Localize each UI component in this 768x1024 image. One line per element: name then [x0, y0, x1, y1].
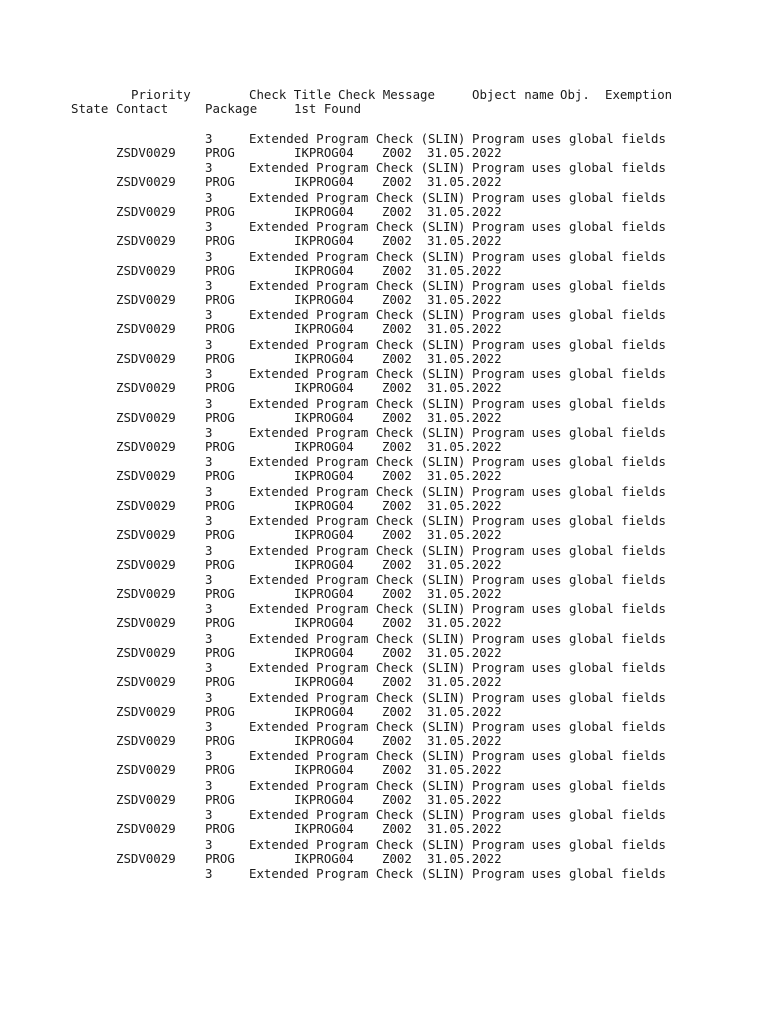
finding-row-line-a: [0, 249, 768, 264]
finding-object-name: IKPROG04: [294, 762, 354, 777]
finding-check-title: Extended Program Check (SLIN): [249, 454, 466, 469]
finding-row-line-b: [0, 615, 768, 630]
finding-package: Z002: [382, 321, 412, 336]
finding-object-type: PROG: [205, 204, 235, 219]
finding-object-name: IKPROG04: [294, 821, 354, 836]
finding-message: Program uses global fields: [472, 484, 666, 499]
finding-row-line-b: [0, 145, 768, 160]
finding-object-type: PROG: [205, 292, 235, 307]
finding-priority: 3: [205, 337, 213, 352]
finding-message: Program uses global fields: [472, 190, 666, 205]
finding-contact: ZSDV0029: [116, 704, 176, 719]
finding-package: Z002: [382, 821, 412, 836]
finding-row-line-a: [0, 807, 768, 822]
finding-contact: ZSDV0029: [116, 586, 176, 601]
finding-check-title: Extended Program Check (SLIN): [249, 807, 466, 822]
finding-row-line-b: [0, 704, 768, 719]
finding-priority: 3: [205, 219, 213, 234]
finding-check-title: Extended Program Check (SLIN): [249, 366, 466, 381]
finding-priority: 3: [205, 719, 213, 734]
finding-contact: ZSDV0029: [116, 645, 176, 660]
finding-priority: 3: [205, 278, 213, 293]
finding-contact: ZSDV0029: [116, 468, 176, 483]
finding-contact: ZSDV0029: [116, 292, 176, 307]
finding-object-name: IKPROG04: [294, 439, 354, 454]
finding-package: Z002: [382, 851, 412, 866]
finding-row-line-b: [0, 321, 768, 336]
finding-contact: ZSDV0029: [116, 792, 176, 807]
finding-package: Z002: [382, 380, 412, 395]
finding-object-type: PROG: [205, 586, 235, 601]
finding-priority: 3: [205, 631, 213, 646]
finding-message: Program uses global fields: [472, 396, 666, 411]
finding-contact: ZSDV0029: [116, 851, 176, 866]
finding-object-type: PROG: [205, 380, 235, 395]
finding-object-name: IKPROG04: [294, 586, 354, 601]
finding-priority: 3: [205, 454, 213, 469]
finding-contact: ZSDV0029: [116, 145, 176, 160]
finding-object-type: PROG: [205, 645, 235, 660]
finding-object-name: IKPROG04: [294, 498, 354, 513]
finding-message: Program uses global fields: [472, 513, 666, 528]
finding-contact: ZSDV0029: [116, 204, 176, 219]
finding-priority: 3: [205, 660, 213, 675]
finding-package: Z002: [382, 351, 412, 366]
finding-package: Z002: [382, 439, 412, 454]
finding-object-type: PROG: [205, 821, 235, 836]
finding-row-line-b: [0, 380, 768, 395]
header-first-found: 1st Found: [294, 101, 362, 116]
finding-row-line-b: [0, 821, 768, 836]
finding-priority: 3: [205, 866, 213, 881]
finding-object-type: PROG: [205, 762, 235, 777]
finding-message: Program uses global fields: [472, 131, 666, 146]
finding-first-found: 31.05.2022: [427, 468, 502, 483]
finding-first-found: 31.05.2022: [427, 174, 502, 189]
finding-check-title: Extended Program Check (SLIN): [249, 660, 466, 675]
finding-row-line-b: [0, 410, 768, 425]
finding-package: Z002: [382, 674, 412, 689]
finding-object-name: IKPROG04: [294, 321, 354, 336]
finding-priority: 3: [205, 484, 213, 499]
finding-priority: 3: [205, 690, 213, 705]
finding-object-name: IKPROG04: [294, 145, 354, 160]
finding-message: Program uses global fields: [472, 454, 666, 469]
finding-package: Z002: [382, 204, 412, 219]
finding-priority: 3: [205, 425, 213, 440]
finding-package: Z002: [382, 174, 412, 189]
finding-contact: ZSDV0029: [116, 380, 176, 395]
finding-package: Z002: [382, 645, 412, 660]
finding-contact: ZSDV0029: [116, 762, 176, 777]
finding-package: Z002: [382, 733, 412, 748]
finding-object-name: IKPROG04: [294, 674, 354, 689]
finding-message: Program uses global fields: [472, 690, 666, 705]
finding-row-line-a: [0, 837, 768, 852]
finding-object-name: IKPROG04: [294, 292, 354, 307]
finding-message: Program uses global fields: [472, 837, 666, 852]
finding-row-line-b: [0, 439, 768, 454]
finding-message: Program uses global fields: [472, 366, 666, 381]
finding-check-title: Extended Program Check (SLIN): [249, 396, 466, 411]
finding-object-name: IKPROG04: [294, 704, 354, 719]
finding-object-type: PROG: [205, 674, 235, 689]
finding-first-found: 31.05.2022: [427, 851, 502, 866]
finding-object-type: PROG: [205, 704, 235, 719]
finding-message: Program uses global fields: [472, 278, 666, 293]
finding-contact: ZSDV0029: [116, 263, 176, 278]
finding-row-line-a: [0, 572, 768, 587]
finding-row-line-b: [0, 733, 768, 748]
finding-object-type: PROG: [205, 351, 235, 366]
finding-check-title: Extended Program Check (SLIN): [249, 631, 466, 646]
finding-object-type: PROG: [205, 851, 235, 866]
finding-first-found: 31.05.2022: [427, 615, 502, 630]
finding-row-line-b: [0, 174, 768, 189]
finding-message: Program uses global fields: [472, 219, 666, 234]
finding-object-type: PROG: [205, 468, 235, 483]
header-line-1: [0, 87, 768, 102]
finding-package: Z002: [382, 498, 412, 513]
finding-row-line-a: [0, 219, 768, 234]
finding-priority: 3: [205, 572, 213, 587]
finding-contact: ZSDV0029: [116, 410, 176, 425]
finding-row-line-b: [0, 527, 768, 542]
finding-first-found: 31.05.2022: [427, 498, 502, 513]
finding-object-type: PROG: [205, 557, 235, 572]
finding-row-line-a: [0, 543, 768, 558]
finding-row-line-a: [0, 866, 768, 881]
finding-first-found: 31.05.2022: [427, 263, 502, 278]
finding-priority: 3: [205, 249, 213, 264]
header-check-title: Check Title: [249, 87, 332, 102]
finding-row-line-a: [0, 396, 768, 411]
finding-package: Z002: [382, 410, 412, 425]
finding-row-line-a: [0, 278, 768, 293]
finding-row-line-a: [0, 454, 768, 469]
finding-contact: ZSDV0029: [116, 233, 176, 248]
finding-row-line-a: [0, 484, 768, 499]
finding-first-found: 31.05.2022: [427, 292, 502, 307]
finding-message: Program uses global fields: [472, 572, 666, 587]
finding-object-name: IKPROG04: [294, 174, 354, 189]
finding-first-found: 31.05.2022: [427, 792, 502, 807]
finding-object-type: PROG: [205, 233, 235, 248]
finding-first-found: 31.05.2022: [427, 204, 502, 219]
finding-message: Program uses global fields: [472, 631, 666, 646]
finding-first-found: 31.05.2022: [427, 557, 502, 572]
finding-contact: ZSDV0029: [116, 321, 176, 336]
finding-object-type: PROG: [205, 498, 235, 513]
finding-check-title: Extended Program Check (SLIN): [249, 719, 466, 734]
finding-check-title: Extended Program Check (SLIN): [249, 278, 466, 293]
finding-row-line-a: [0, 366, 768, 381]
finding-first-found: 31.05.2022: [427, 586, 502, 601]
finding-package: Z002: [382, 615, 412, 630]
finding-first-found: 31.05.2022: [427, 439, 502, 454]
finding-first-found: 31.05.2022: [427, 410, 502, 425]
finding-check-title: Extended Program Check (SLIN): [249, 572, 466, 587]
finding-priority: 3: [205, 748, 213, 763]
finding-check-title: Extended Program Check (SLIN): [249, 160, 466, 175]
finding-check-title: Extended Program Check (SLIN): [249, 131, 466, 146]
finding-message: Program uses global fields: [472, 660, 666, 675]
finding-row-line-b: [0, 233, 768, 248]
finding-package: Z002: [382, 527, 412, 542]
finding-row-line-a: [0, 307, 768, 322]
finding-package: Z002: [382, 792, 412, 807]
finding-check-title: Extended Program Check (SLIN): [249, 866, 466, 881]
finding-check-title: Extended Program Check (SLIN): [249, 543, 466, 558]
finding-contact: ZSDV0029: [116, 674, 176, 689]
finding-contact: ZSDV0029: [116, 557, 176, 572]
finding-row-line-b: [0, 792, 768, 807]
finding-object-type: PROG: [205, 439, 235, 454]
finding-row-line-b: [0, 498, 768, 513]
finding-priority: 3: [205, 513, 213, 528]
finding-contact: ZSDV0029: [116, 498, 176, 513]
finding-first-found: 31.05.2022: [427, 233, 502, 248]
finding-object-type: PROG: [205, 733, 235, 748]
finding-object-type: PROG: [205, 145, 235, 160]
finding-check-title: Extended Program Check (SLIN): [249, 778, 466, 793]
finding-package: Z002: [382, 586, 412, 601]
finding-message: Program uses global fields: [472, 425, 666, 440]
finding-contact: ZSDV0029: [116, 733, 176, 748]
finding-message: Program uses global fields: [472, 748, 666, 763]
finding-message: Program uses global fields: [472, 601, 666, 616]
finding-contact: ZSDV0029: [116, 821, 176, 836]
finding-priority: 3: [205, 837, 213, 852]
finding-first-found: 31.05.2022: [427, 704, 502, 719]
finding-object-name: IKPROG04: [294, 468, 354, 483]
finding-first-found: 31.05.2022: [427, 351, 502, 366]
finding-row-line-a: [0, 748, 768, 763]
finding-row-line-b: [0, 557, 768, 572]
finding-object-type: PROG: [205, 410, 235, 425]
header-state: State: [71, 101, 109, 116]
finding-object-type: PROG: [205, 615, 235, 630]
finding-row-line-a: [0, 778, 768, 793]
finding-message: Program uses global fields: [472, 337, 666, 352]
finding-object-name: IKPROG04: [294, 204, 354, 219]
finding-package: Z002: [382, 557, 412, 572]
finding-contact: ZSDV0029: [116, 351, 176, 366]
finding-priority: 3: [205, 778, 213, 793]
finding-row-line-a: [0, 190, 768, 205]
header-exemption: Exemption: [605, 87, 673, 102]
finding-object-name: IKPROG04: [294, 615, 354, 630]
finding-object-name: IKPROG04: [294, 380, 354, 395]
finding-package: Z002: [382, 292, 412, 307]
finding-row-line-a: [0, 601, 768, 616]
finding-row-line-a: [0, 690, 768, 705]
finding-first-found: 31.05.2022: [427, 380, 502, 395]
finding-row-line-a: [0, 719, 768, 734]
finding-check-title: Extended Program Check (SLIN): [249, 249, 466, 264]
finding-first-found: 31.05.2022: [427, 762, 502, 777]
finding-check-title: Extended Program Check (SLIN): [249, 219, 466, 234]
finding-message: Program uses global fields: [472, 543, 666, 558]
finding-row-line-b: [0, 204, 768, 219]
finding-object-name: IKPROG04: [294, 851, 354, 866]
finding-package: Z002: [382, 145, 412, 160]
finding-contact: ZSDV0029: [116, 615, 176, 630]
finding-first-found: 31.05.2022: [427, 321, 502, 336]
finding-priority: 3: [205, 190, 213, 205]
finding-object-name: IKPROG04: [294, 351, 354, 366]
finding-message: Program uses global fields: [472, 160, 666, 175]
finding-package: Z002: [382, 704, 412, 719]
finding-first-found: 31.05.2022: [427, 674, 502, 689]
finding-package: Z002: [382, 233, 412, 248]
finding-row-line-a: [0, 513, 768, 528]
finding-object-type: PROG: [205, 263, 235, 278]
finding-object-type: PROG: [205, 792, 235, 807]
finding-row-line-a: [0, 337, 768, 352]
finding-check-title: Extended Program Check (SLIN): [249, 190, 466, 205]
finding-first-found: 31.05.2022: [427, 145, 502, 160]
finding-row-line-b: [0, 263, 768, 278]
finding-package: Z002: [382, 263, 412, 278]
finding-row-line-a: [0, 660, 768, 675]
finding-object-name: IKPROG04: [294, 527, 354, 542]
finding-priority: 3: [205, 131, 213, 146]
finding-row-line-b: [0, 674, 768, 689]
finding-priority: 3: [205, 807, 213, 822]
finding-check-title: Extended Program Check (SLIN): [249, 425, 466, 440]
finding-package: Z002: [382, 468, 412, 483]
finding-priority: 3: [205, 160, 213, 175]
finding-contact: ZSDV0029: [116, 527, 176, 542]
finding-message: Program uses global fields: [472, 778, 666, 793]
finding-priority: 3: [205, 366, 213, 381]
finding-check-title: Extended Program Check (SLIN): [249, 690, 466, 705]
finding-object-type: PROG: [205, 174, 235, 189]
finding-row-line-b: [0, 645, 768, 660]
finding-row-line-b: [0, 851, 768, 866]
header-contact: Contact: [116, 101, 169, 116]
finding-first-found: 31.05.2022: [427, 733, 502, 748]
finding-message: Program uses global fields: [472, 807, 666, 822]
finding-row-line-b: [0, 762, 768, 777]
finding-check-title: Extended Program Check (SLIN): [249, 837, 466, 852]
finding-first-found: 31.05.2022: [427, 645, 502, 660]
finding-message: Program uses global fields: [472, 249, 666, 264]
finding-row-line-a: [0, 425, 768, 440]
finding-object-type: PROG: [205, 321, 235, 336]
finding-package: Z002: [382, 762, 412, 777]
finding-object-name: IKPROG04: [294, 557, 354, 572]
finding-check-title: Extended Program Check (SLIN): [249, 484, 466, 499]
finding-row-line-a: [0, 160, 768, 175]
finding-object-type: PROG: [205, 527, 235, 542]
header-line-2: [0, 101, 768, 116]
finding-message: Program uses global fields: [472, 866, 666, 881]
finding-check-title: Extended Program Check (SLIN): [249, 601, 466, 616]
finding-check-title: Extended Program Check (SLIN): [249, 337, 466, 352]
finding-first-found: 31.05.2022: [427, 527, 502, 542]
finding-check-title: Extended Program Check (SLIN): [249, 307, 466, 322]
header-package: Package: [205, 101, 258, 116]
finding-object-name: IKPROG04: [294, 233, 354, 248]
header-obj: Obj.: [560, 87, 590, 102]
finding-check-title: Extended Program Check (SLIN): [249, 513, 466, 528]
finding-object-name: IKPROG04: [294, 733, 354, 748]
finding-object-name: IKPROG04: [294, 792, 354, 807]
finding-object-name: IKPROG04: [294, 645, 354, 660]
finding-check-title: Extended Program Check (SLIN): [249, 748, 466, 763]
finding-object-name: IKPROG04: [294, 263, 354, 278]
header-priority: Priority: [131, 87, 191, 102]
finding-row-line-a: [0, 631, 768, 646]
finding-priority: 3: [205, 543, 213, 558]
finding-row-line-b: [0, 586, 768, 601]
header-object-name: Object name: [472, 87, 555, 102]
finding-row-line-b: [0, 468, 768, 483]
finding-row-line-b: [0, 351, 768, 366]
finding-row-line-a: [0, 131, 768, 146]
finding-priority: 3: [205, 307, 213, 322]
finding-object-name: IKPROG04: [294, 410, 354, 425]
finding-message: Program uses global fields: [472, 307, 666, 322]
finding-first-found: 31.05.2022: [427, 821, 502, 836]
header-check-message: Check Message: [338, 87, 435, 102]
finding-priority: 3: [205, 396, 213, 411]
finding-message: Program uses global fields: [472, 719, 666, 734]
finding-contact: ZSDV0029: [116, 439, 176, 454]
finding-priority: 3: [205, 601, 213, 616]
finding-contact: ZSDV0029: [116, 174, 176, 189]
finding-row-line-b: [0, 292, 768, 307]
